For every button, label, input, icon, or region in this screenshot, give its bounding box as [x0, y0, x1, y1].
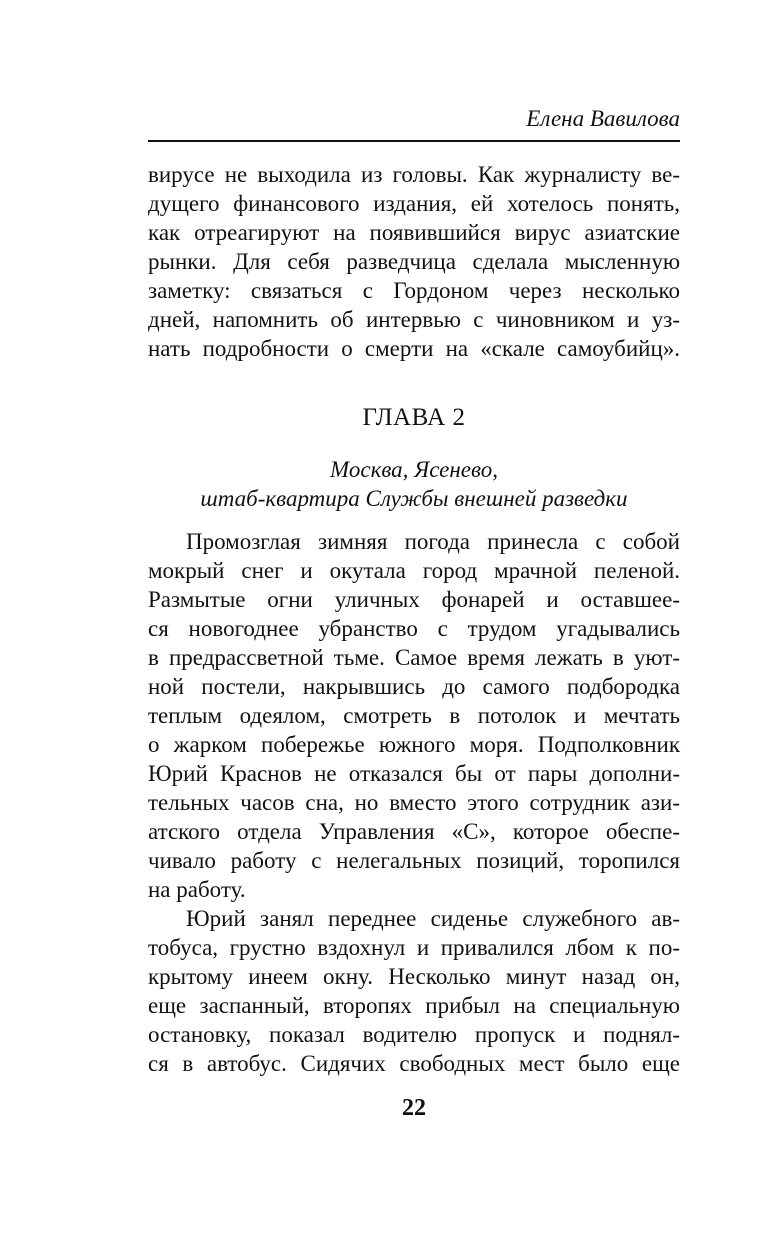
text-line: на работу. [148, 877, 246, 902]
header-rule [148, 140, 680, 142]
text-line: остановку, показал водителю пропуск и поднял- [148, 1022, 680, 1047]
text-line: Размытые огни уличных фонарей и оставшее- [148, 587, 680, 612]
text-line: нать подробности о смерти на «скале самоубийц». [148, 336, 680, 361]
text-line: вирусе не выходила из головы. Как журналисту ве- [148, 162, 680, 187]
text-line: в предрассветной тьме. Самое время лежать в уют- [148, 645, 680, 670]
text-line: рынки. Для себя разведчица сделала мысленную [148, 249, 680, 274]
text-line: дущего финансового издания, ей хотелось понять, [148, 191, 680, 216]
text-line: ной постели, накрывшись до самого подбородка [148, 674, 680, 699]
paragraph-intro [148, 160, 680, 363]
text-line: ся новогоднее убранство с трудом угадывались [148, 616, 680, 641]
chapter-location [148, 455, 680, 513]
chapter-title: ГЛАВА 2 [362, 404, 466, 431]
text-line: ся в автобус. Сидячих свободных мест было еще [148, 1051, 680, 1076]
text-line: о жарком побережье южного моря. Подполковник [148, 732, 680, 757]
chapter-location-line-2: штаб-квартира Службы внешней разведки [200, 486, 628, 511]
text-line: теплым одеялом, смотреть в потолок и мечтать [148, 703, 680, 728]
text-line: тельных часов сна, но вместо этого сотрудник ази- [148, 790, 680, 815]
text-line: чивало работу с нелегальных позиций, торопился [148, 848, 680, 873]
text-line: Юрий Краснов не отказался бы от пары дополни- [148, 761, 680, 786]
text-line: еще заспанный, второпях прибыл на специальную [148, 993, 680, 1018]
paragraph-1 [148, 527, 680, 904]
text-line: заметку: связаться с Гордоном через несколько [148, 278, 680, 303]
text-line: Промозглая зимняя погода принесла с собой [186, 529, 680, 554]
page-number: 22 [402, 1095, 426, 1121]
chapter-location-line-1: Москва, Ясенево, [330, 457, 498, 482]
text-line: атского отдела Управления «С», которое обеспе- [148, 819, 680, 844]
text-line: Юрий занял переднее сиденье служебного ав- [186, 906, 680, 931]
text-line: как отреагируют на появившийся вирус азиатские [148, 220, 680, 245]
text-line: тобуса, грустно вздохнул и привалился лбом к по- [148, 935, 680, 960]
running-head-author: Елена Вавилова [526, 106, 680, 131]
text-line: мокрый снег и окутала город мрачной пеленой. [148, 558, 680, 583]
text-line: дней, напомнить об интервью с чиновником и уз- [148, 307, 680, 332]
text-line: крытому инеем окну. Несколько минут назад он, [148, 964, 680, 989]
paragraph-2 [148, 904, 680, 1078]
